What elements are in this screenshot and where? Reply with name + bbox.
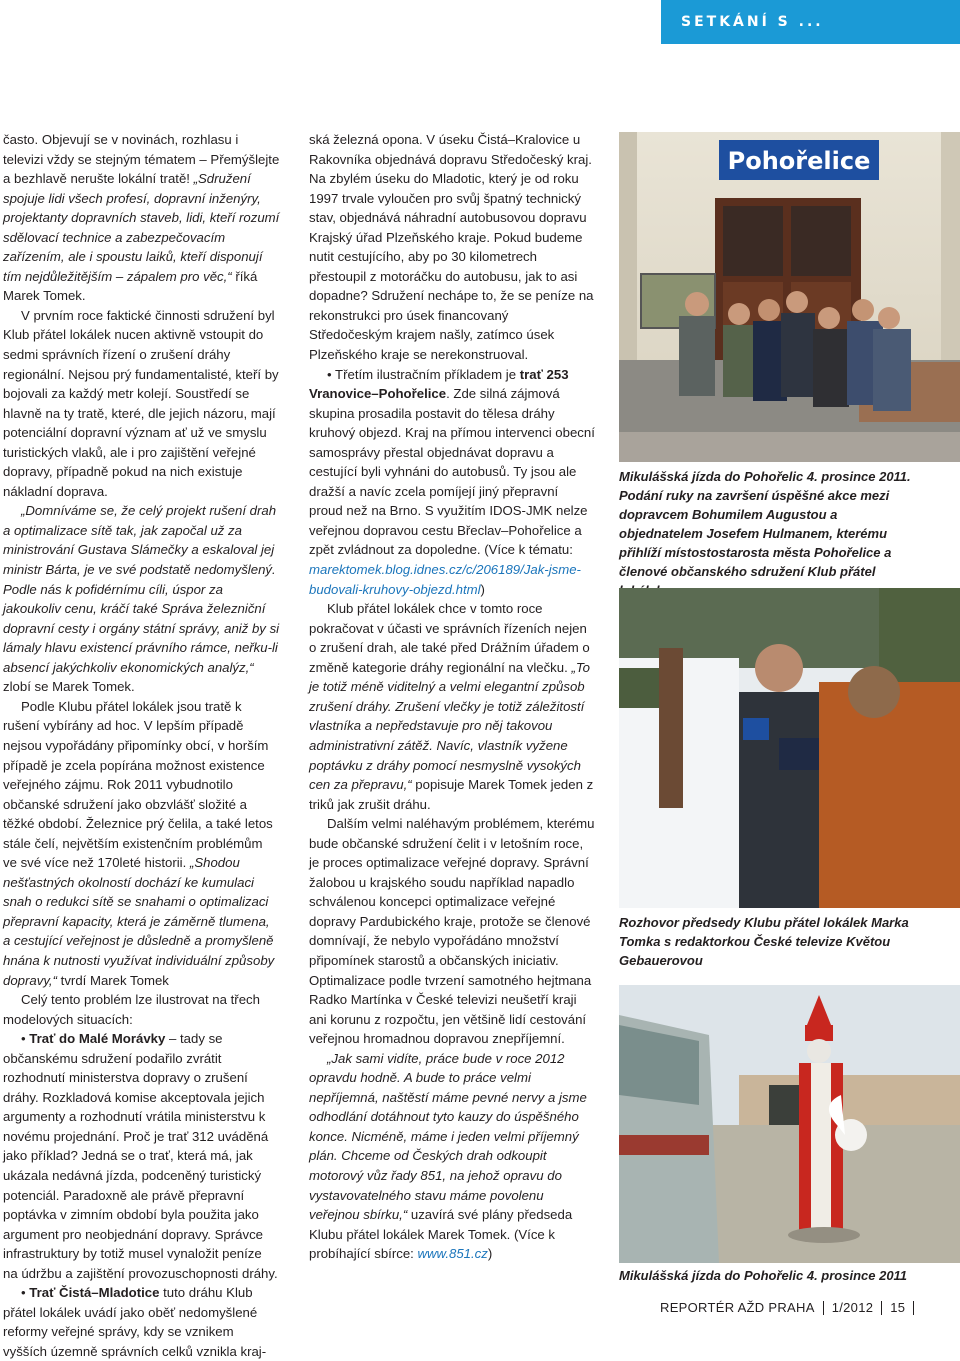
quote: „Jak sami vidíte, práce bude v roce 2012 opravdu hodně. A bude to práce velmi nepříjemná, naštěstí máme pevné nervy a jsme odhodlání dotáhnout tyto kauzy do úspěšného konce. Nicméně, máme i jeden velmi příjemný plán. Chceme od Českých drah odkoupit motorový vůz řady 851, na jehož opravu do vystavovatelného stavu máme povolenu veřejnou sbírku,“ — [309, 1050, 587, 1223]
paragraph — [3, 697, 280, 990]
paragraph — [309, 1049, 595, 1264]
photo-station-image — [619, 132, 960, 462]
paragraph: ská železná opona. V úseku Čistá–Kralovice u Rakovníka objednává dopravu Středočeský kraj. Na zbylém úseku do Mladotic, který je od roku 1997 trvale vyloučen pro svůj špatný technický stav, objednává náhradní autobusovou dopravu Krajský úřad Plzeňského kraje. Pokud budeme nutit cestujícího, aby po 30 kilometrech přestoupil z motoráčku do autobusu, jak to asi dopadne? Sdružení nechápe to, že se peníze na rekonstrukci pro úsek financovaný Středočeským krajem našly, zatímco úsek Plzeňského kraje se nerekonstruoval. — [309, 132, 594, 363]
text-run: říká Marek Tomek. — [3, 268, 258, 304]
text-run: tvrdí Marek Tomek — [57, 972, 169, 988]
text-run: ) — [480, 581, 485, 597]
footer-divider — [913, 1301, 914, 1315]
text-run: zlobí se Marek Tomek. — [3, 679, 135, 695]
text-run: uzavírá své plány předseda Klubu přátel lokálek Marek Tomek. (Více k probíhající sbírce: — [309, 1207, 573, 1262]
paragraph — [3, 501, 280, 696]
bullet-title: trať 253 Vranovice–Pohořelice — [309, 366, 569, 402]
text-run: . Zde silná zájmová skupina prosadila postavit do tělesa dráhy kruhový objezd. Kraj na přímou intervenci obecní samosprávy přestal objednávat dopravu a cestující byli vyhnáni do autobusů. Ty jsou ale dražší a navíc zcela pomíjejí jiný přepravní proud než na Brno. S využitím IDOS-JMK nelze veřejnou dopravou cestu Břeclav–Pohořelice a zpět zvládnout za dopoledne. (Více k tématu: — [309, 386, 595, 558]
paragraph — [309, 599, 595, 814]
photo-interview — [619, 588, 960, 908]
quote: „Sdružení spojuje lidi všech profesí, dopravní inženýry, projektanty dopravních staveb, lidi, kteří rozumí sdělovací technice a zabezpečovacím zařízením, ale i spoustu laiků, kteří disponují tím nejdůležitějším – zápalem pro věc,“ — [3, 171, 280, 284]
section-header — [661, 0, 960, 44]
photo-caption-2: Rozhovor předsedy Klubu přátel lokálek Marka Tomka s redaktorkou České televize Květou Gebauerovou — [619, 915, 909, 968]
photo-caption-3: Mikulášská jízda do Pohořelic 4. prosince 2011 — [619, 1268, 908, 1283]
paragraph — [3, 130, 280, 306]
quote: „Domníváme se, že celý projekt rušení drah a optimalizace sítě tak, jak započal už za ministrování Gustava Slámečky a eskaloval jej ministr Bárta, je ve své podstatě nedomyšlený. Podle nás k pofidérnímu cíli, úspor za jakoukoliv cenu, kráčí také Správa železniční dopravní cesty i orgány státní správy, aniž by si lámaly hlavu existencí právního rámce, neřku-li absencí jakýchkoliv ekonomických analýz,“ — [3, 503, 280, 675]
quote: „Shodou nešťastných okolností dochází ke kumulaci snah o redukci sítě se snahami o optimalizaci přepravní kapacity, která je záměrně tlumena, a cestující veřejnost je důsledně a promyšleně hnána k nutnosti využívat individuální způsoby dopravy,“ — [3, 855, 275, 988]
donation-link[interactable]: www.851.cz — [417, 1246, 488, 1262]
text-run: ) — [487, 1246, 493, 1262]
footer-divider — [881, 1301, 882, 1315]
text-run: Klub přátel lokálek chce v tomto roce pokračovat v účasti ve správních řízeních nejen o zrušení drah, ale také před Drážním úřadem o změně kategorie dráhy regionální na vlečku. — [309, 601, 590, 675]
page-footer — [660, 1300, 914, 1315]
photo-interview-image — [619, 588, 960, 908]
footer-divider — [823, 1301, 824, 1315]
text-run: Podle Klubu přátel lokálek jsou tratě k rušení vybírány ad hoc. V lepším případě nejsou vypořádány připomínky obcí, v horším případě je zcela popírána možnost existence veřejného zájmu. Rok 2011 vybudnotilo občanské sdružení jako obzvlášť složité a těžké období. Železnice prý čelila, a také letos stále čelí, největším existenčním problémům ve své více než 170leté historii. — [3, 698, 273, 871]
text-run: – tady se občanskému sdružení podařilo zvrátit rozhodnutí ministerstva dopravy o zrušení dráhy. Rozkladová komise akceptovala jejich argumenty a rozhodnutí vrátila ministerstvu k novému projednání. Proč je trať 312 uváděná jako příklad? Jedná se o trať, která má, jak ukázala nedávná jízda, podceněný turistický potenciál. Paradoxně ale právě přepravní poptávka v zimním období byla použita jako argument pro neobjednání dopravy. Správce infrastruktury by totiž musel vynaložit peníze na údržbu a zajištění provozuschopnosti dráhy. — [3, 1031, 278, 1281]
text-run: Třetím ilustračním příkladem je — [335, 366, 520, 382]
paragraph: Dalším velmi naléhavým problémem, kterému bude občanské sdružení čelit i v letošním roce, je proces optimalizace veřejné dopravy. Správní žalobou u krajského soudu například napadlo schválenou koncepci optimalizace veřejné dopravy Pardubického kraje, protože se členové domnívají, že nebylo vypořádáno množství připomínek starostů a občanských iniciativ. Optimalizace podle tvrzení samotného hejtmana Radko Martínka v České televizi neušetří kraji ani korunu z rozpočtu, jen většině lidí cestování veřejnou hromadnou dopravou znepříjemní. — [309, 816, 595, 1047]
bullet-title: Trať do Malé Morávky — [29, 1031, 166, 1047]
paragraph: Celý tento problém lze ilustrovat na třech modelových situacích: — [3, 992, 260, 1027]
bullet-title: Trať Čistá–Mladotice — [29, 1285, 160, 1301]
station-sign-text: Pohořelice — [727, 147, 871, 175]
section-title: SETKÁNÍ S ... — [681, 14, 824, 30]
text-run: tuto dráhu Klub přátel lokálek uvádí jako oběť nedomyšlené reformy veřejné správy, kdy se vznikem vyšších územně správních celků vznikla kraj- — [3, 1285, 267, 1359]
photo-st-nicholas — [619, 985, 960, 1263]
quote: „To je totiž méně viditelný a velmi elegantní způsob zrušení dráhy. Zrušení vlečky je totiž záležitostí vlastníka a nepředstavuje pro něj takovou administrativní zátěž. Navíc, vlastník vyžene poptávku z dráhy pomocí nesmyslně vysokých cen za přepravu,“ — [309, 659, 591, 793]
blog-link[interactable]: marektomek.blog.idnes.cz/c/206189/Jak-jsme-budovali-kruhovy-objezd.html — [309, 562, 581, 597]
photo-st-nicholas-image — [619, 985, 960, 1263]
bullet-item — [3, 1029, 280, 1283]
paragraph: V prvním roce faktické činnosti sdružení byl Klub přátel lokálek nucen aktivně vstoupit do sedmi správních řízení o zrušení dráhy regionální. Nejsou prý fundamentalisté, kteří by bojovali za každý metr kolejí. Soustředí se hlavně na ty tratě, které, dle jejich názoru, mají potenciální dopravní význam ať už ve smyslu turistických vlaků, ale i pro zajištění veřejné dopravy, případně pokud na nich existuje nákladní doprava. — [3, 307, 279, 499]
photo-caption-1: Mikulášská jízda do Pohořelic 4. prosince 2011. Podání ruky na završení úspěšné akce mezi dopravcem Bohumilem Augustou a objednatelem Josefem Hulmanem, kterému přihlíží místostostarosta města Pohořelice a členové občanského sdružení Klub přátel — [619, 469, 911, 579]
text-run: často. Objevují se v novinách, rozhlasu i televizi vždy se stejným tématem – Přemýšlejte a bezhlavě nerušte lokální tratě! — [3, 132, 280, 187]
article-column-2 — [309, 130, 595, 1264]
photo-station-handshake — [619, 132, 960, 462]
article-column-1 — [3, 130, 280, 1361]
bullet-item — [309, 365, 595, 600]
bullet-item — [3, 1283, 280, 1361]
issue-number: 1/2012 — [831, 1300, 874, 1315]
publication-name: REPORTÉR AŽD PRAHA — [660, 1300, 815, 1315]
text-run: popisuje Marek Tomek jeden z triků jak zrušit dráhu. — [309, 777, 594, 812]
page-number: 15 — [890, 1300, 906, 1315]
